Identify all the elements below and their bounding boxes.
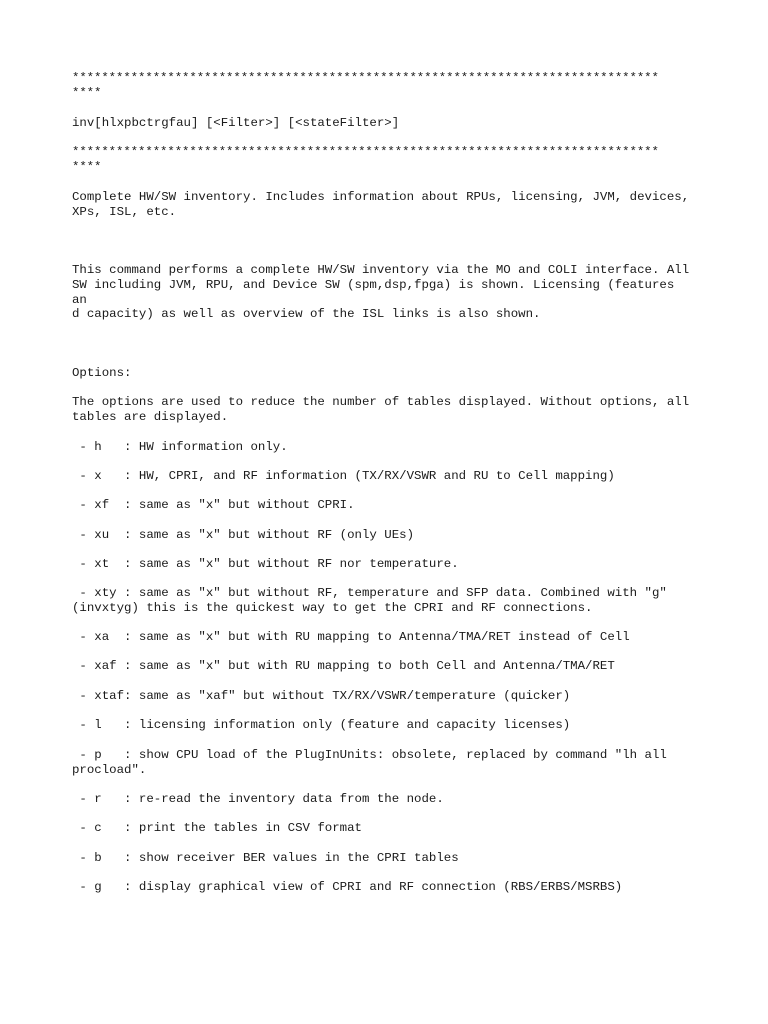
options-heading: Options:	[72, 366, 132, 380]
command-syntax: inv[hlxpbctrgfau] [<Filter>] [<stateFilter>]	[72, 116, 400, 130]
option-xu: - xu : same as "x" but without RF (only UEs)	[72, 528, 415, 542]
option-xtaf: - xtaf: same as "xaf" but without TX/RX/VSWR/temperature (quicker)	[72, 689, 571, 703]
option-p-line-1: - p : show CPU load of the PlugInUnits: obsolete, replaced by command "lh all	[72, 748, 667, 762]
star-divider-bottom-tail: ****	[72, 160, 102, 174]
star-divider-top: ********************************************************************************	[72, 71, 659, 85]
description-line-3: an	[72, 293, 87, 307]
description-line-1: This command performs a complete HW/SW inventory via the MO and COLI interface. All	[72, 263, 690, 277]
star-divider-bottom: ********************************************************************************	[72, 145, 659, 159]
option-xty-line-1: - xty : same as "x" but without RF, temperature and SFP data. Combined with "g"	[72, 586, 667, 600]
option-r: - r : re-read the inventory data from the node.	[72, 792, 444, 806]
summary-line-2: XPs, ISL, etc.	[72, 205, 177, 219]
option-xa: - xa : same as "x" but with RU mapping to Antenna/TMA/RET instead of Cell	[72, 630, 630, 644]
options-intro-line-1: The options are used to reduce the number of tables displayed. Without options, all	[72, 395, 690, 409]
options-intro-line-2: tables are displayed.	[72, 410, 229, 424]
description-line-4: d capacity) as well as overview of the ISL links is also shown.	[72, 307, 541, 321]
star-divider-top-tail: ****	[72, 86, 102, 100]
option-xty-line-2: (invxtyg) this is the quickest way to get the CPRI and RF connections.	[72, 601, 593, 615]
option-p-line-2: procload".	[72, 763, 147, 777]
option-c: - c : print the tables in CSV format	[72, 821, 362, 835]
option-xf: - xf : same as "x" but without CPRI.	[72, 498, 355, 512]
summary-line-1: Complete HW/SW inventory. Includes information about RPUs, licensing, JVM, devices,	[72, 190, 690, 204]
option-b: - b : show receiver BER values in the CPRI tables	[72, 851, 459, 865]
option-x: - x : HW, CPRI, and RF information (TX/RX/VSWR and RU to Cell mapping)	[72, 469, 615, 483]
description-line-2: SW including JVM, RPU, and Device SW (spm,dsp,fpga) is shown. Licensing (features	[72, 278, 675, 292]
option-xt: - xt : same as "x" but without RF nor temperature.	[72, 557, 459, 571]
option-g: - g : display graphical view of CPRI and RF connection (RBS/ERBS/MSRBS)	[72, 880, 623, 894]
option-l: - l : licensing information only (feature and capacity licenses)	[72, 718, 571, 732]
option-h: - h : HW information only.	[72, 440, 288, 454]
option-xaf: - xaf : same as "x" but with RU mapping to both Cell and Antenna/TMA/RET	[72, 659, 615, 673]
